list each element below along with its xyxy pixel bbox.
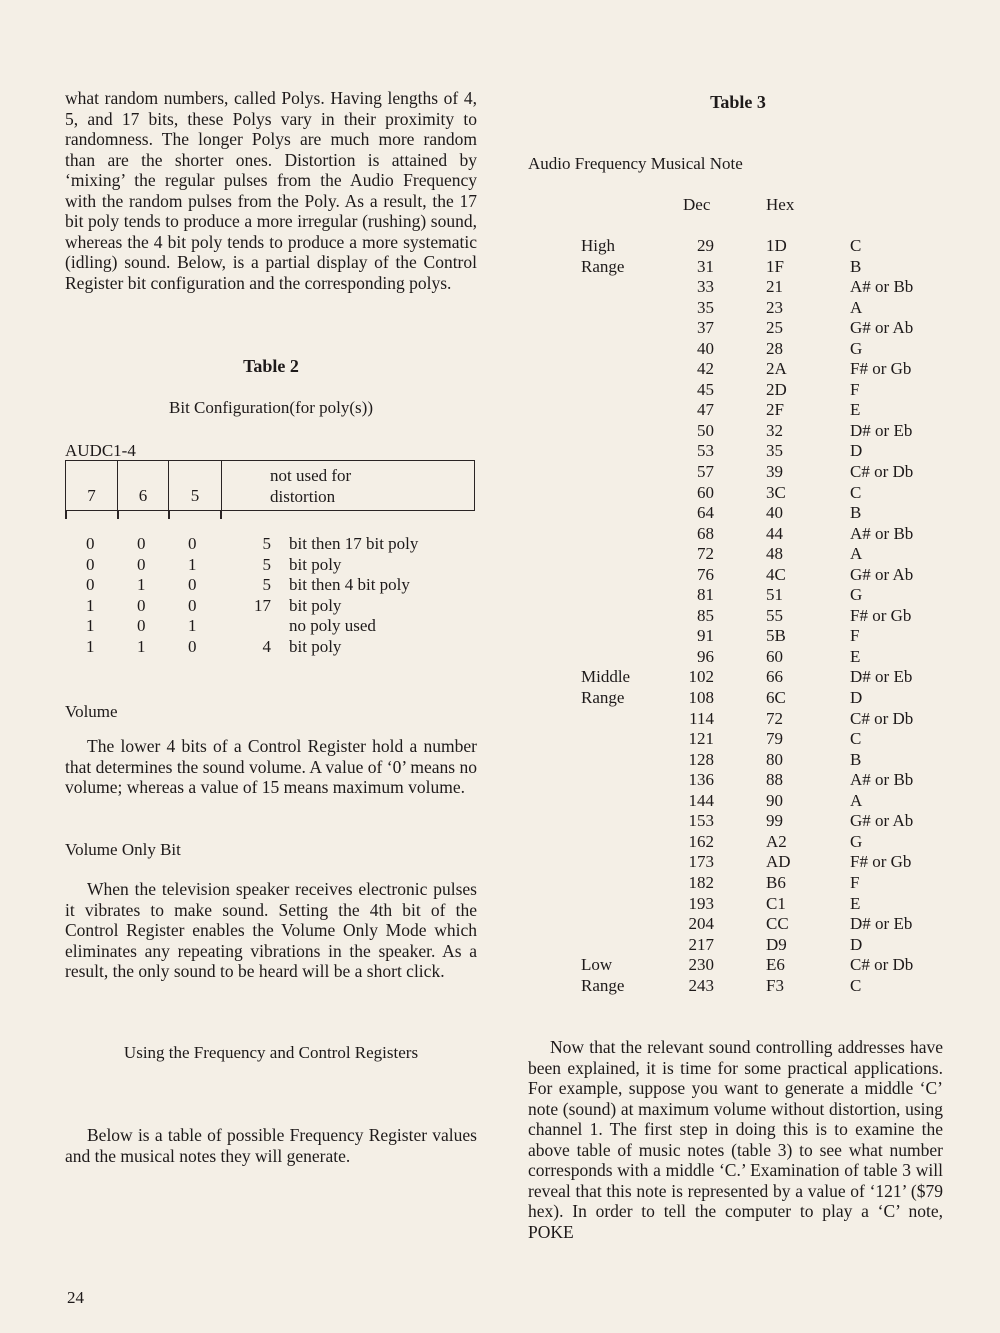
poly-row: 0 1 0 5 bit then 4 bit poly [86, 575, 410, 595]
note-note-cell: D# or Eb [850, 420, 913, 440]
note-dec-cell: 128 [688, 749, 714, 769]
note-hex-cell: 21 [766, 277, 783, 297]
note-dec-cell: 57 [697, 462, 714, 482]
poly-row: 1 1 0 4 bit poly [86, 636, 342, 656]
note-dec-cell: 102 [688, 667, 714, 687]
note-hex-cell: 35 [766, 441, 783, 461]
poly-row: 1 0 1 no poly used [86, 616, 376, 636]
note-row [528, 894, 948, 915]
note-note-cell: A [850, 790, 863, 810]
note-dec-cell: 50 [697, 420, 714, 440]
note-note-cell: B [850, 749, 862, 769]
note-dec-cell: 193 [688, 893, 714, 913]
note-range-cell: Low [581, 955, 613, 975]
poly-row: 0 0 0 5 bit then 17 bit poly [86, 534, 419, 553]
note-hex-cell: C1 [766, 893, 786, 913]
below-paragraph: Below is a table of possible Frequency Register values and the musical notes they will generate. [65, 1125, 477, 1166]
volume-only-heading: Volume Only Bit [65, 840, 181, 859]
note-hex-cell: F3 [766, 975, 784, 995]
note-range-cell: Middle [581, 667, 631, 687]
note-dec-cell: 108 [688, 688, 714, 708]
note-hex-cell: D9 [766, 934, 787, 954]
note-note-cell: E [850, 646, 861, 666]
volume-paragraph: The lower 4 bits of a Control Register hold a number that determines the sound volume. A value of ‘0’ means no volume; whereas a value of 15 means maximum volume. [65, 736, 477, 797]
table2-subtitle: Bit Configuration(for poly(s)) [169, 398, 373, 417]
note-note-cell: F# or Gb [850, 359, 912, 379]
table3-title: Table 3 [710, 92, 766, 112]
note-hex-cell: 55 [766, 605, 783, 625]
note-hex-cell: 2A [766, 359, 787, 379]
note-note-cell: F [850, 872, 860, 892]
register-label: AUDC1-4 [65, 441, 136, 460]
note-dec-cell: 76 [697, 564, 714, 584]
note-row [528, 709, 948, 730]
note-dec-cell: 35 [697, 297, 714, 317]
note-note-cell: C [850, 975, 862, 995]
note-dec-cell: 121 [688, 729, 714, 749]
poly-row: 1 0 0 17 bit poly [86, 595, 342, 615]
note-row [528, 483, 948, 504]
note-dec-cell: 96 [697, 646, 714, 666]
note-dec-cell: 182 [688, 872, 714, 892]
note-row [528, 339, 948, 360]
bit-divider-tick [117, 511, 119, 519]
hex-column-header: Hex [766, 195, 795, 214]
note-note-cell: F# or Gb [850, 605, 912, 625]
note-note-cell: D [850, 934, 863, 954]
note-row [528, 688, 948, 709]
note-hex-cell: 60 [766, 646, 783, 666]
note-note-cell: E [850, 893, 861, 913]
note-hex-cell: CC [766, 914, 789, 934]
note-hex-cell: 66 [766, 667, 783, 687]
note-row [528, 441, 948, 462]
note-dec-cell: 91 [697, 626, 714, 646]
note-row [528, 236, 948, 257]
note-row [528, 647, 948, 668]
note-row [528, 873, 948, 894]
note-row [528, 524, 948, 545]
dec-column-header: Dec [683, 195, 711, 214]
intro-paragraph: what random numbers, called Polys. Having lengths of 4, 5, and 17 bits, these Polys vary in their proximity to randomness. The longer Polys are much more random than are the shorter ones. Distortion is attained by ‘mixing’ the regular pulses from the Audio Frequency with the random pulses from the Poly. As a result, the 17 bit poly tends to produce a more irregular (rushing) sound, whereas the 4 bit poly tends to produce a more systematic (idling) sound. Below, is a partial display of the Control Register bit configuration and the corresponding polys. [65, 88, 477, 293]
note-note-cell: A# or Bb [850, 770, 914, 790]
note-hex-cell: 44 [766, 523, 783, 543]
bit-config-box [65, 460, 475, 511]
note-hex-cell: E6 [766, 955, 785, 975]
note-hex-cell: 2F [766, 400, 784, 420]
note-note-cell: C [850, 482, 862, 502]
bit-divider-tick [65, 511, 67, 519]
note-dec-cell: 53 [697, 441, 714, 461]
poly-table [65, 534, 477, 658]
note-note-cell: G [850, 338, 863, 358]
note-row [528, 606, 948, 627]
note-row [528, 811, 948, 832]
bit-7-cell: 7 [66, 461, 118, 510]
note-hex-cell: 88 [766, 770, 783, 790]
note-row [528, 976, 948, 997]
note-dec-cell: 173 [688, 852, 714, 872]
note-hex-cell: 6C [766, 688, 786, 708]
note-dec-cell: 33 [697, 277, 714, 297]
bit-divider-tick [168, 511, 170, 519]
note-row [528, 421, 948, 442]
note-note-cell: F [850, 379, 860, 399]
closing-paragraph: Now that the relevant sound controlling addresses have been explained, it is time for some practical applications. For example, suppose you want to generate a middle ‘C’ note (sound) at maximum volume without distortion, using channel 1. The first step in doing this is to examine the above table of music notes (table 3) to see what number corresponds with a middle ‘C.’ Examination of table 3 will reveal that this note is represented by a value of ‘121’ ($79 hex). In order to tell the computer to play a ‘C’ note, POKE [528, 1037, 943, 1242]
note-dec-cell: 31 [697, 256, 714, 276]
note-row [528, 626, 948, 647]
bit-5-cell: 5 [169, 461, 222, 510]
note-row [528, 914, 948, 935]
note-row [528, 770, 948, 791]
note-dec-cell: 217 [688, 934, 714, 954]
note-hex-cell: 1D [766, 236, 787, 255]
note-dec-cell: 42 [697, 359, 714, 379]
note-note-cell: F [850, 626, 860, 646]
note-hex-cell: 48 [766, 544, 783, 564]
note-row [528, 359, 948, 380]
note-hex-cell: 28 [766, 338, 783, 358]
note-dec-cell: 230 [688, 955, 714, 975]
note-row [528, 277, 948, 298]
note-note-cell: C# or Db [850, 708, 914, 728]
note-row [528, 544, 948, 565]
note-dec-cell: 60 [697, 482, 714, 502]
note-row [528, 955, 948, 976]
note-dec-cell: 72 [697, 544, 714, 564]
note-table [528, 236, 948, 996]
note-row [528, 667, 948, 688]
note-row [528, 298, 948, 319]
note-note-cell: A# or Bb [850, 523, 914, 543]
note-hex-cell: A2 [766, 831, 787, 851]
note-note-cell: D# or Eb [850, 914, 913, 934]
note-row [528, 832, 948, 853]
note-dec-cell: 81 [697, 585, 714, 605]
note-dec-cell: 64 [697, 503, 714, 523]
note-dec-cell: 204 [688, 914, 714, 934]
left-column [65, 88, 477, 1166]
note-dec-cell: 85 [697, 605, 714, 625]
note-dec-cell: 162 [688, 831, 714, 851]
note-hex-cell: 32 [766, 420, 783, 440]
note-note-cell: B [850, 256, 862, 276]
note-hex-cell: 51 [766, 585, 783, 605]
note-dec-cell: 114 [689, 708, 714, 728]
note-hex-cell: 3C [766, 482, 786, 502]
note-dec-cell: 144 [688, 790, 714, 810]
table3-subtitle: Audio Frequency Musical Note [528, 154, 743, 173]
note-note-cell: C# or Db [850, 462, 914, 482]
note-row [528, 462, 948, 483]
note-note-cell: G# or Ab [850, 811, 914, 831]
note-row [528, 318, 948, 339]
note-hex-cell: 39 [766, 462, 783, 482]
note-row [528, 380, 948, 401]
note-row [528, 729, 948, 750]
note-hex-cell: 2D [766, 379, 787, 399]
using-registers-heading: Using the Frequency and Control Registers [123, 1043, 419, 1062]
note-row [528, 565, 948, 586]
note-range-cell: Range [581, 256, 625, 276]
note-hex-cell: AD [766, 852, 791, 872]
note-dec-cell: 153 [688, 811, 714, 831]
note-row [528, 503, 948, 524]
note-row [528, 750, 948, 771]
note-dec-cell: 45 [697, 379, 714, 399]
note-hex-cell: 25 [766, 318, 783, 338]
note-hex-cell: 90 [766, 790, 783, 810]
note-hex-cell: 1F [766, 256, 784, 276]
note-range-cell: Range [581, 688, 625, 708]
note-dec-cell: 68 [697, 523, 714, 543]
note-note-cell: E [850, 400, 861, 420]
note-note-cell: G# or Ab [850, 318, 914, 338]
note-row [528, 852, 948, 873]
unused-bits-label: not used for distortion [270, 466, 352, 506]
note-hex-cell: 80 [766, 749, 783, 769]
note-hex-cell: 5B [766, 626, 786, 646]
table2-title: Table 2 [243, 356, 299, 376]
note-row [528, 585, 948, 606]
note-dec-cell: 40 [697, 338, 714, 358]
note-dec-cell: 37 [697, 318, 714, 338]
note-note-cell: C# or Db [850, 955, 914, 975]
note-dec-cell: 243 [688, 975, 714, 995]
note-hex-cell: B6 [766, 872, 786, 892]
note-note-cell: A [850, 544, 863, 564]
note-range-cell: Range [581, 975, 625, 995]
note-note-cell: D# or Eb [850, 667, 913, 687]
note-dec-cell: 29 [697, 236, 714, 255]
note-note-cell: F# or Gb [850, 852, 912, 872]
note-note-cell: G [850, 585, 863, 605]
note-dec-cell: 136 [688, 770, 714, 790]
note-note-cell: B [850, 503, 862, 523]
note-note-cell: A [850, 297, 863, 317]
note-note-cell: D [850, 441, 863, 461]
note-hex-cell: 4C [766, 564, 786, 584]
poly-row: 0 0 1 5 bit poly [86, 554, 342, 574]
note-note-cell: C [850, 729, 862, 749]
note-range-cell: High [581, 236, 615, 255]
note-row [528, 935, 948, 956]
note-hex-cell: 40 [766, 503, 783, 523]
note-note-cell: D [850, 688, 863, 708]
note-note-cell: G [850, 831, 863, 851]
note-dec-cell: 47 [697, 400, 714, 420]
note-row [528, 400, 948, 421]
note-hex-cell: 23 [766, 297, 783, 317]
volume-heading: Volume [65, 702, 118, 721]
note-hex-cell: 79 [766, 729, 783, 749]
page-number: 24 [67, 1288, 84, 1307]
note-note-cell: A# or Bb [850, 277, 914, 297]
volume-only-paragraph: When the television speaker receives electronic pulses it vibrates to make sound. Setting the 4th bit of the Control Register enables the Volume Only Mode which eliminates any repeating vibrations in the speaker. As a result, the only sound to be heard will be a short click. [65, 879, 477, 981]
note-hex-cell: 99 [766, 811, 783, 831]
bit-6-cell: 6 [118, 461, 169, 510]
note-note-cell: C [850, 236, 862, 255]
note-note-cell: G# or Ab [850, 564, 914, 584]
note-row [528, 257, 948, 278]
bit-divider-tick [220, 511, 222, 519]
note-hex-cell: 72 [766, 708, 783, 728]
note-row [528, 791, 948, 812]
